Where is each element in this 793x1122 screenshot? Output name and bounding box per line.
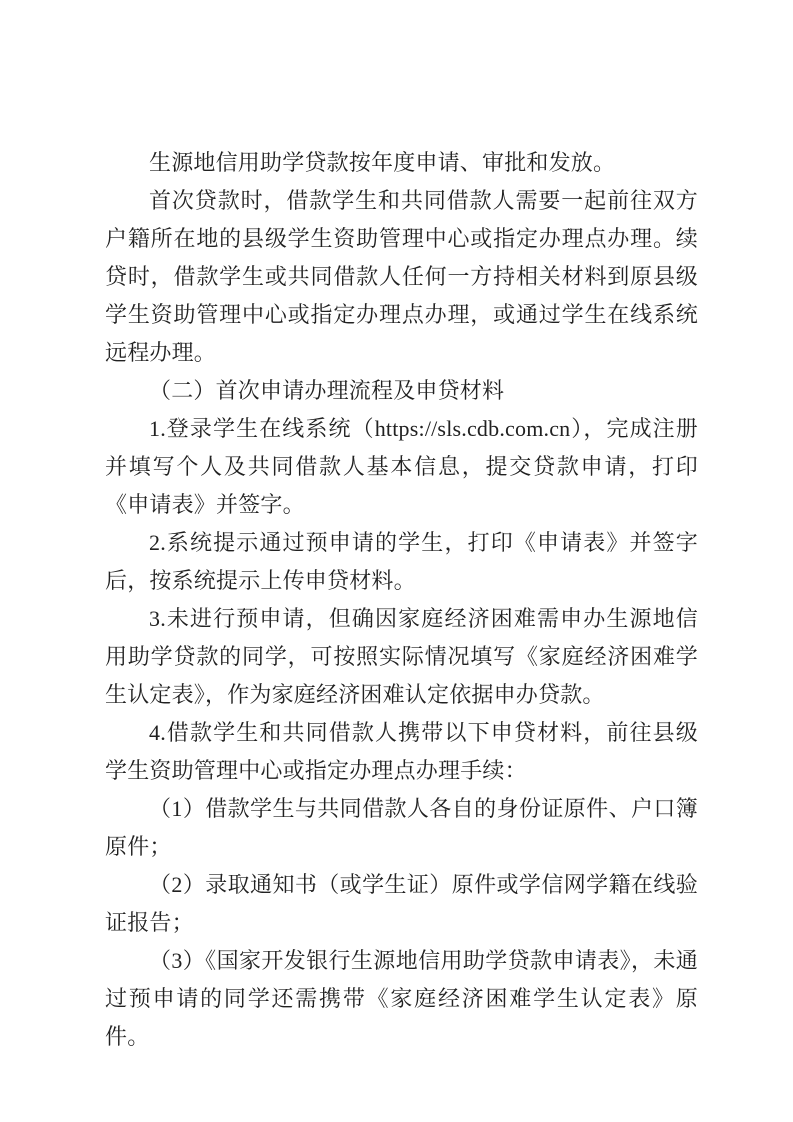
step-4-bring-materials: 4.借款学生和共同借款人携带以下申贷材料，前往县级学生资助管理中心或指定办理点办理手续： bbox=[105, 720, 698, 783]
document-text-block bbox=[105, 144, 698, 1056]
step-3-no-pre-application: 3.未进行预申请，但确因家庭经济困难需申办生源地信用助学贷款的同学，可按照实际情况填写《家庭经济困难学生认定表》，作为家庭经济困难认定依据申办贷款。 bbox=[105, 606, 698, 707]
paragraph-first-loan-procedure: 首次贷款时，借款学生和共同借款人需要一起前往双方户籍所在地的县级学生资助管理中心或指定办理点办理。续贷时，借款学生或共同借款人任何一方持相关材料到原县级学生资助管理中心或指定办理点办理，或通过学生在线系统远程办理。 bbox=[105, 188, 698, 365]
material-item-3-application-form: （3）《国家开发银行生源地信用助学贷款申请表》，未通过预申请的同学还需携带《家庭经济困难学生认定表》原件。 bbox=[105, 948, 698, 1049]
section-heading-first-application: （二）首次申请办理流程及申贷材料 bbox=[149, 378, 505, 403]
material-item-2-admission-notice: （2）录取通知书（或学生证）原件或学信网学籍在线验证报告； bbox=[105, 872, 698, 935]
step-2-print-and-sign: 2.系统提示通过预申请的学生，打印《申请表》并签字后，按系统提示上传申贷材料。 bbox=[105, 530, 698, 593]
step-1-login-online-system: 1.登录学生在线系统（https://sls.cdb.com.cn），完成注册并填写个人及共同借款人基本信息，提交贷款申请，打印《申请表》并签字。 bbox=[105, 416, 698, 517]
material-item-1-id-documents: （1）借款学生与共同借款人各自的身份证原件、户口簿原件； bbox=[105, 796, 698, 859]
paragraph-annual-application: 生源地信用助学贷款按年度申请、审批和发放。 bbox=[149, 150, 616, 175]
